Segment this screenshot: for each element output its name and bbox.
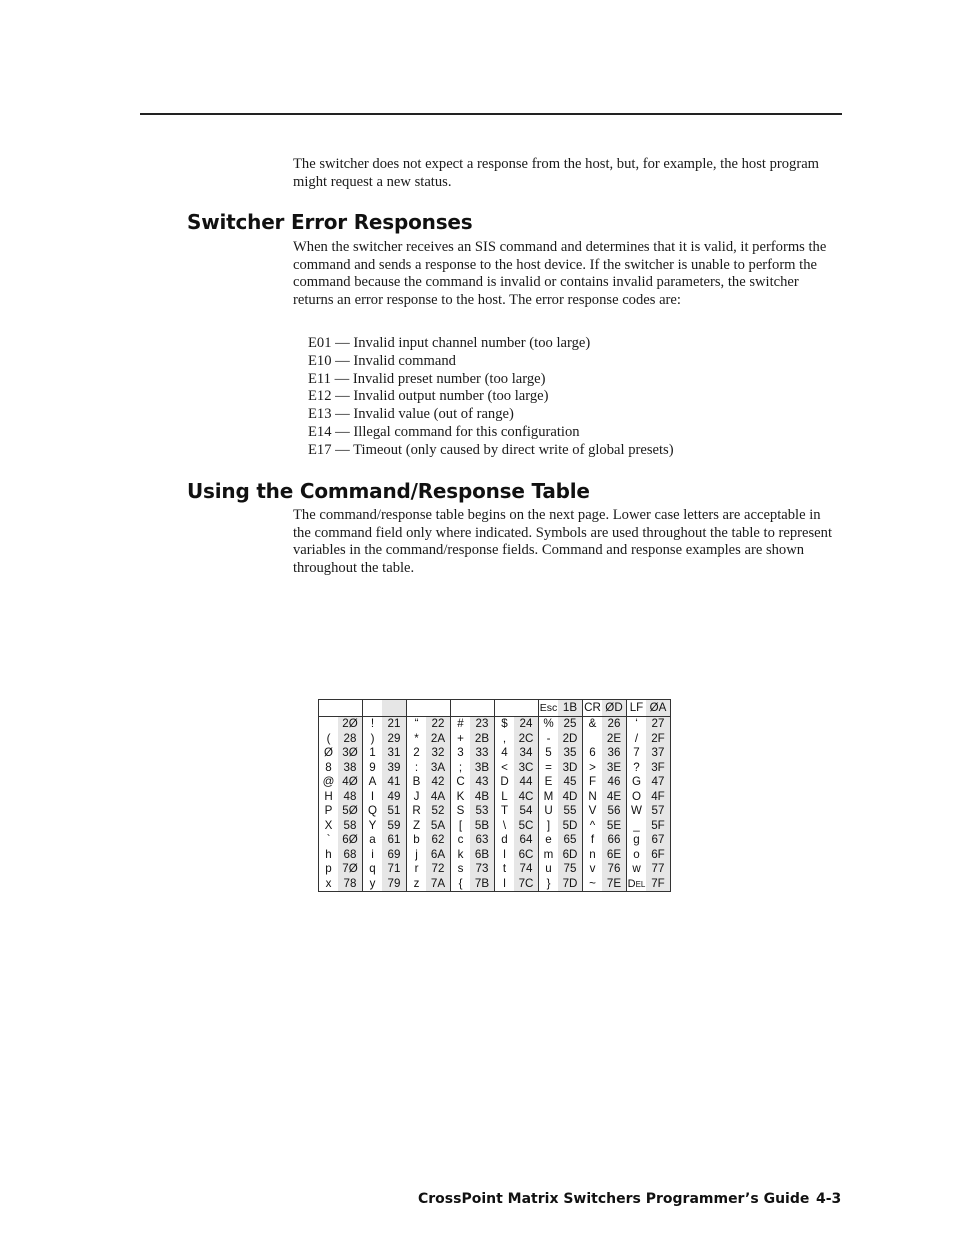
ascii-table-row xyxy=(319,804,671,819)
ascii-char-cell: x xyxy=(325,876,332,890)
ascii-hex-cell: 63 xyxy=(470,833,495,848)
ascii-char-cell: _ xyxy=(627,819,647,834)
ascii-hex-cell: 59 xyxy=(382,819,407,834)
ascii-hex-cell: 3B xyxy=(470,761,495,776)
ascii-char-cell: 4 xyxy=(495,746,515,761)
ascii-char-cell: - xyxy=(539,732,559,747)
ascii-hex-cell xyxy=(514,700,539,717)
error-code-item: E17 — Timeout (only caused by direct write of global presets) xyxy=(308,441,674,458)
ascii-hex-cell: 42 xyxy=(426,775,451,790)
ascii-hex-cell: ØA xyxy=(646,700,671,717)
ascii-hex-cell: 38 xyxy=(338,761,363,776)
ascii-char-cell: G xyxy=(627,775,647,790)
ascii-char-cell xyxy=(407,700,427,717)
ascii-char-cell: [ xyxy=(451,819,471,834)
ascii-char-cell: LF xyxy=(627,700,647,717)
ascii-char-cell: y xyxy=(363,877,383,892)
error-responses-paragraph: When the switcher receives an SIS command and determines that it is valid, it performs the command and sends a response to the host device. If the switcher is unable to perform the command because the command is invalid or contains invalid parameters, the switcher returns an error response to the host. The error response codes are: xyxy=(293,239,827,308)
ascii-char-cell xyxy=(319,700,339,717)
intro-paragraph: The switcher does not expect a response from the host, but, for example, the host program might request a new status. xyxy=(293,156,820,190)
ascii-char-cell: Y xyxy=(363,819,383,834)
ascii-char-cell: Q xyxy=(363,804,383,819)
ascii-char-cell: K xyxy=(451,790,471,805)
ascii-char-cell: L xyxy=(495,790,515,805)
ascii-hex-cell: 7E xyxy=(602,877,627,892)
ascii-char-cell: * xyxy=(407,732,427,747)
ascii-char-cell: m xyxy=(539,848,559,863)
ascii-hex-cell: 2D xyxy=(558,732,583,747)
ascii-hex-cell: 2E xyxy=(602,732,627,747)
ascii-char-cell: D xyxy=(495,775,515,790)
ascii-table-row xyxy=(319,775,671,790)
ascii-hex-cell: 36 xyxy=(602,746,627,761)
ascii-hex-cell: 48 xyxy=(338,790,363,805)
ascii-hex-cell: 1B xyxy=(558,700,583,717)
page-number: 4-3 xyxy=(816,1191,842,1207)
ascii-char-cell: 9 xyxy=(363,761,383,776)
ascii-hex-cell: 7D xyxy=(558,877,583,892)
ascii-table-row xyxy=(319,833,671,848)
ascii-hex-cell: 7Ø xyxy=(338,862,363,877)
ascii-char-cell: l xyxy=(495,877,515,892)
ascii-char-cell: d xyxy=(495,833,515,848)
ascii-hex-cell: 64 xyxy=(514,833,539,848)
ascii-char-cell: h xyxy=(325,847,332,861)
ascii-hex-cell: 6A xyxy=(426,848,451,863)
ascii-char-cell: n xyxy=(583,848,603,863)
ascii-hex-cell: 2F xyxy=(646,732,671,747)
ascii-hex-cell: 51 xyxy=(382,804,407,819)
error-code-list xyxy=(308,335,674,460)
ascii-hex-cell: 78 xyxy=(338,877,363,892)
ascii-char-cell: @ xyxy=(322,775,335,789)
ascii-hex-cell: 7F xyxy=(646,877,671,892)
ascii-hex-cell: 5D xyxy=(558,819,583,834)
ascii-hex-cell: 61 xyxy=(382,833,407,848)
ascii-hex-cell: 53 xyxy=(470,804,495,819)
ascii-char-cell: : xyxy=(407,761,427,776)
ascii-hex-cell: 79 xyxy=(382,877,407,892)
ascii-char-cell: \ xyxy=(495,819,515,834)
ascii-char-cell: f xyxy=(583,833,603,848)
ascii-hex-cell: 7B xyxy=(470,877,495,892)
ascii-hex-cell: 34 xyxy=(514,746,539,761)
ascii-table-row xyxy=(319,819,671,834)
ascii-char-cell: j xyxy=(407,848,427,863)
ascii-table-row xyxy=(319,746,671,761)
ascii-char-cell: 3 xyxy=(451,746,471,761)
ascii-hex-cell xyxy=(382,700,407,717)
ascii-hex-cell: 29 xyxy=(382,732,407,747)
footer-title: CrossPoint Matrix Switchers Programmer’s Guide xyxy=(418,1191,810,1207)
ascii-char-cell: k xyxy=(451,848,471,863)
ascii-char-cell xyxy=(583,732,603,747)
ascii-table-header-row xyxy=(319,700,671,717)
ascii-hex-cell: 6Ø xyxy=(338,833,363,848)
ascii-hex-cell: 74 xyxy=(514,862,539,877)
ascii-hex-cell: 4B xyxy=(470,790,495,805)
ascii-hex-cell: 43 xyxy=(470,775,495,790)
ascii-code-table xyxy=(318,699,671,892)
ascii-table-row xyxy=(319,761,671,776)
ascii-hex-cell: ØD xyxy=(602,700,627,717)
ascii-hex-cell: 66 xyxy=(602,833,627,848)
ascii-hex-cell: 4F xyxy=(646,790,671,805)
ascii-hex-cell: 28 xyxy=(338,732,363,747)
ascii-char-cell: N xyxy=(583,790,603,805)
ascii-char-cell: 8 xyxy=(325,760,332,774)
command-table-paragraph: The command/response table begins on the next page. Lower case letters are acceptable in the command field only where indicated. Symbols are used throughout the table to represent variables in the command/response fields. Command and response examples are shown throughout the table. xyxy=(293,507,833,576)
ascii-char-cell xyxy=(451,700,471,717)
ascii-char-cell: T xyxy=(495,804,515,819)
ascii-char-cell: % xyxy=(539,717,559,732)
ascii-hex-cell: 22 xyxy=(426,717,451,732)
ascii-char-cell: C xyxy=(451,775,471,790)
ascii-char-cell: A xyxy=(363,775,383,790)
page-footer xyxy=(418,1191,842,1207)
ascii-char-cell: Esc xyxy=(539,700,559,717)
ascii-char-cell xyxy=(319,717,339,732)
ascii-hex-cell: 45 xyxy=(558,775,583,790)
ascii-char-cell: F xyxy=(583,775,603,790)
ascii-hex-cell: 5Ø xyxy=(338,804,363,819)
ascii-hex-cell: 49 xyxy=(382,790,407,805)
ascii-char-cell: S xyxy=(451,804,471,819)
ascii-hex-cell: 3A xyxy=(426,761,451,776)
ascii-hex-cell: 76 xyxy=(602,862,627,877)
ascii-hex-cell: 31 xyxy=(382,746,407,761)
ascii-hex-cell: 69 xyxy=(382,848,407,863)
ascii-char-cell xyxy=(495,700,515,717)
ascii-table-row xyxy=(319,717,671,732)
ascii-hex-cell: 6D xyxy=(558,848,583,863)
ascii-hex-cell: 41 xyxy=(382,775,407,790)
ascii-char-cell: O xyxy=(627,790,647,805)
ascii-hex-cell: 4Ø xyxy=(338,775,363,790)
ascii-char-cell: u xyxy=(539,862,559,877)
ascii-char-cell: CR xyxy=(583,700,603,717)
ascii-char-cell: ; xyxy=(451,761,471,776)
ascii-char-cell: r xyxy=(407,862,427,877)
ascii-char-cell: l xyxy=(495,848,515,863)
ascii-table-row xyxy=(319,848,671,863)
ascii-char-cell: # xyxy=(451,717,471,732)
ascii-hex-cell: 6E xyxy=(602,848,627,863)
ascii-char-cell: ‘ xyxy=(627,717,647,732)
error-code-item: E13 — Invalid value (out of range) xyxy=(308,406,514,423)
ascii-hex-cell: 25 xyxy=(558,717,583,732)
ascii-hex-cell: 57 xyxy=(646,804,671,819)
ascii-hex-cell: 77 xyxy=(646,862,671,877)
ascii-hex-cell: 75 xyxy=(558,862,583,877)
ascii-hex-cell: 46 xyxy=(602,775,627,790)
ascii-hex-cell: 32 xyxy=(426,746,451,761)
ascii-char-cell: , xyxy=(495,732,515,747)
ascii-char-cell: V xyxy=(583,804,603,819)
ascii-char-cell: ] xyxy=(539,819,559,834)
top-rule xyxy=(140,113,842,115)
ascii-hex-cell: 37 xyxy=(646,746,671,761)
ascii-char-cell: 5 xyxy=(539,746,559,761)
ascii-table-row xyxy=(319,877,671,892)
ascii-char-cell: M xyxy=(539,790,559,805)
ascii-hex-cell: 54 xyxy=(514,804,539,819)
ascii-hex-cell: 3F xyxy=(646,761,671,776)
error-code-item: E11 — Invalid preset number (too large) xyxy=(308,370,546,387)
error-code-item: E10 — Invalid command xyxy=(308,352,456,369)
ascii-hex-cell: 21 xyxy=(382,717,407,732)
ascii-char-cell: 6 xyxy=(583,746,603,761)
ascii-hex-cell: 3E xyxy=(602,761,627,776)
ascii-char-cell: E xyxy=(539,775,559,790)
ascii-char-cell: ^ xyxy=(583,819,603,834)
ascii-hex-cell: 26 xyxy=(602,717,627,732)
ascii-char-cell: X xyxy=(324,818,333,832)
ascii-char-cell: w xyxy=(627,862,647,877)
ascii-hex-cell xyxy=(470,700,495,717)
ascii-char-cell: ~ xyxy=(583,877,603,892)
ascii-hex-cell: 47 xyxy=(646,775,671,790)
ascii-char-cell: ! xyxy=(363,717,383,732)
error-code-item: E14 — Illegal command for this configuration xyxy=(308,423,580,440)
ascii-hex-cell: 5B xyxy=(470,819,495,834)
ascii-hex-cell: 2Ø xyxy=(338,717,363,732)
ascii-hex-cell: 58 xyxy=(338,819,363,834)
ascii-char-cell: z xyxy=(407,877,427,892)
ascii-char-cell: i xyxy=(363,848,383,863)
ascii-hex-cell: 5E xyxy=(602,819,627,834)
ascii-hex-cell: 23 xyxy=(470,717,495,732)
ascii-char-cell: > xyxy=(583,761,603,776)
ascii-hex-cell: 33 xyxy=(470,746,495,761)
ascii-hex-cell: 6F xyxy=(646,848,671,863)
ascii-char-cell: p xyxy=(325,862,332,876)
ascii-char-cell: R xyxy=(407,804,427,819)
ascii-hex-cell xyxy=(338,700,363,717)
ascii-char-cell: g xyxy=(627,833,647,848)
ascii-char-cell: “ xyxy=(407,717,427,732)
ascii-hex-cell: 2B xyxy=(470,732,495,747)
ascii-char-cell: b xyxy=(407,833,427,848)
ascii-hex-cell: 7A xyxy=(426,877,451,892)
error-code-item: E01 — Invalid input channel number (too large) xyxy=(308,335,591,351)
ascii-char-cell: { xyxy=(451,877,471,892)
ascii-hex-cell: 56 xyxy=(602,804,627,819)
ascii-table-row xyxy=(319,862,671,877)
ascii-hex-cell: 7C xyxy=(514,877,539,892)
ascii-hex-cell: 3Ø xyxy=(338,746,363,761)
ascii-hex-cell: 4A xyxy=(426,790,451,805)
ascii-char-cell: / xyxy=(627,732,647,747)
ascii-char-cell: o xyxy=(627,848,647,863)
ascii-char-cell: ? xyxy=(627,761,647,776)
ascii-char-cell: t xyxy=(495,862,515,877)
ascii-hex-cell: 55 xyxy=(558,804,583,819)
ascii-char-cell: v xyxy=(583,862,603,877)
ascii-hex-cell: 6B xyxy=(470,848,495,863)
ascii-hex-cell: 5C xyxy=(514,819,539,834)
ascii-char-cell: Del xyxy=(627,877,646,890)
ascii-hex-cell: 72 xyxy=(426,862,451,877)
ascii-hex-cell: 73 xyxy=(470,862,495,877)
ascii-hex-cell: 44 xyxy=(514,775,539,790)
ascii-hex-cell: 35 xyxy=(558,746,583,761)
ascii-char-cell: I xyxy=(363,790,383,805)
ascii-hex-cell: 65 xyxy=(558,833,583,848)
ascii-char-cell: B xyxy=(407,775,427,790)
ascii-char-cell: 7 xyxy=(627,746,647,761)
ascii-hex-cell: 6C xyxy=(514,848,539,863)
ascii-hex-cell xyxy=(426,700,451,717)
ascii-hex-cell: 2C xyxy=(514,732,539,747)
ascii-table-row xyxy=(319,732,671,747)
ascii-hex-cell: 27 xyxy=(646,717,671,732)
ascii-char-cell: < xyxy=(495,761,515,776)
ascii-char-cell: Z xyxy=(407,819,427,834)
ascii-hex-cell: 4D xyxy=(558,790,583,805)
ascii-char-cell: e xyxy=(539,833,559,848)
ascii-char-cell: = xyxy=(539,761,559,776)
ascii-char-cell: ( xyxy=(326,731,331,745)
ascii-char-cell xyxy=(363,700,383,717)
ascii-char-cell: $ xyxy=(495,717,515,732)
ascii-char-cell: q xyxy=(363,862,383,877)
ascii-hex-cell: 5A xyxy=(426,819,451,834)
ascii-char-cell: H xyxy=(324,789,333,803)
heading-switcher-error-responses: Switcher Error Responses xyxy=(187,210,473,234)
ascii-char-cell: ) xyxy=(363,732,383,747)
ascii-hex-cell: 4C xyxy=(514,790,539,805)
ascii-hex-cell: 68 xyxy=(338,848,363,863)
ascii-hex-cell: 62 xyxy=(426,833,451,848)
ascii-hex-cell: 5F xyxy=(646,819,671,834)
ascii-char-cell: 1 xyxy=(363,746,383,761)
ascii-char-cell: U xyxy=(539,804,559,819)
ascii-hex-cell: 24 xyxy=(514,717,539,732)
ascii-hex-cell: 3C xyxy=(514,761,539,776)
ascii-char-cell: + xyxy=(451,732,471,747)
ascii-hex-cell: 39 xyxy=(382,761,407,776)
ascii-char-cell: a xyxy=(363,833,383,848)
ascii-hex-cell: 4E xyxy=(602,790,627,805)
heading-using-command-response-table: Using the Command/Response Table xyxy=(187,479,590,503)
ascii-hex-cell: 67 xyxy=(646,833,671,848)
ascii-hex-cell: 3D xyxy=(558,761,583,776)
ascii-char-cell: W xyxy=(627,804,647,819)
ascii-char-cell: 2 xyxy=(407,746,427,761)
ascii-char-cell: } xyxy=(539,877,559,892)
ascii-char-cell: s xyxy=(451,862,471,877)
ascii-hex-cell: 2A xyxy=(426,732,451,747)
error-code-item: E12 — Invalid output number (too large) xyxy=(308,388,549,405)
ascii-hex-cell: 52 xyxy=(426,804,451,819)
ascii-char-cell: c xyxy=(451,833,471,848)
ascii-char-cell: & xyxy=(583,717,603,732)
ascii-char-cell: P xyxy=(324,804,333,818)
ascii-char-cell: ` xyxy=(326,833,331,847)
ascii-char-cell: J xyxy=(407,790,427,805)
ascii-char-cell: Ø xyxy=(323,746,334,760)
ascii-table-row xyxy=(319,790,671,805)
ascii-hex-cell: 71 xyxy=(382,862,407,877)
